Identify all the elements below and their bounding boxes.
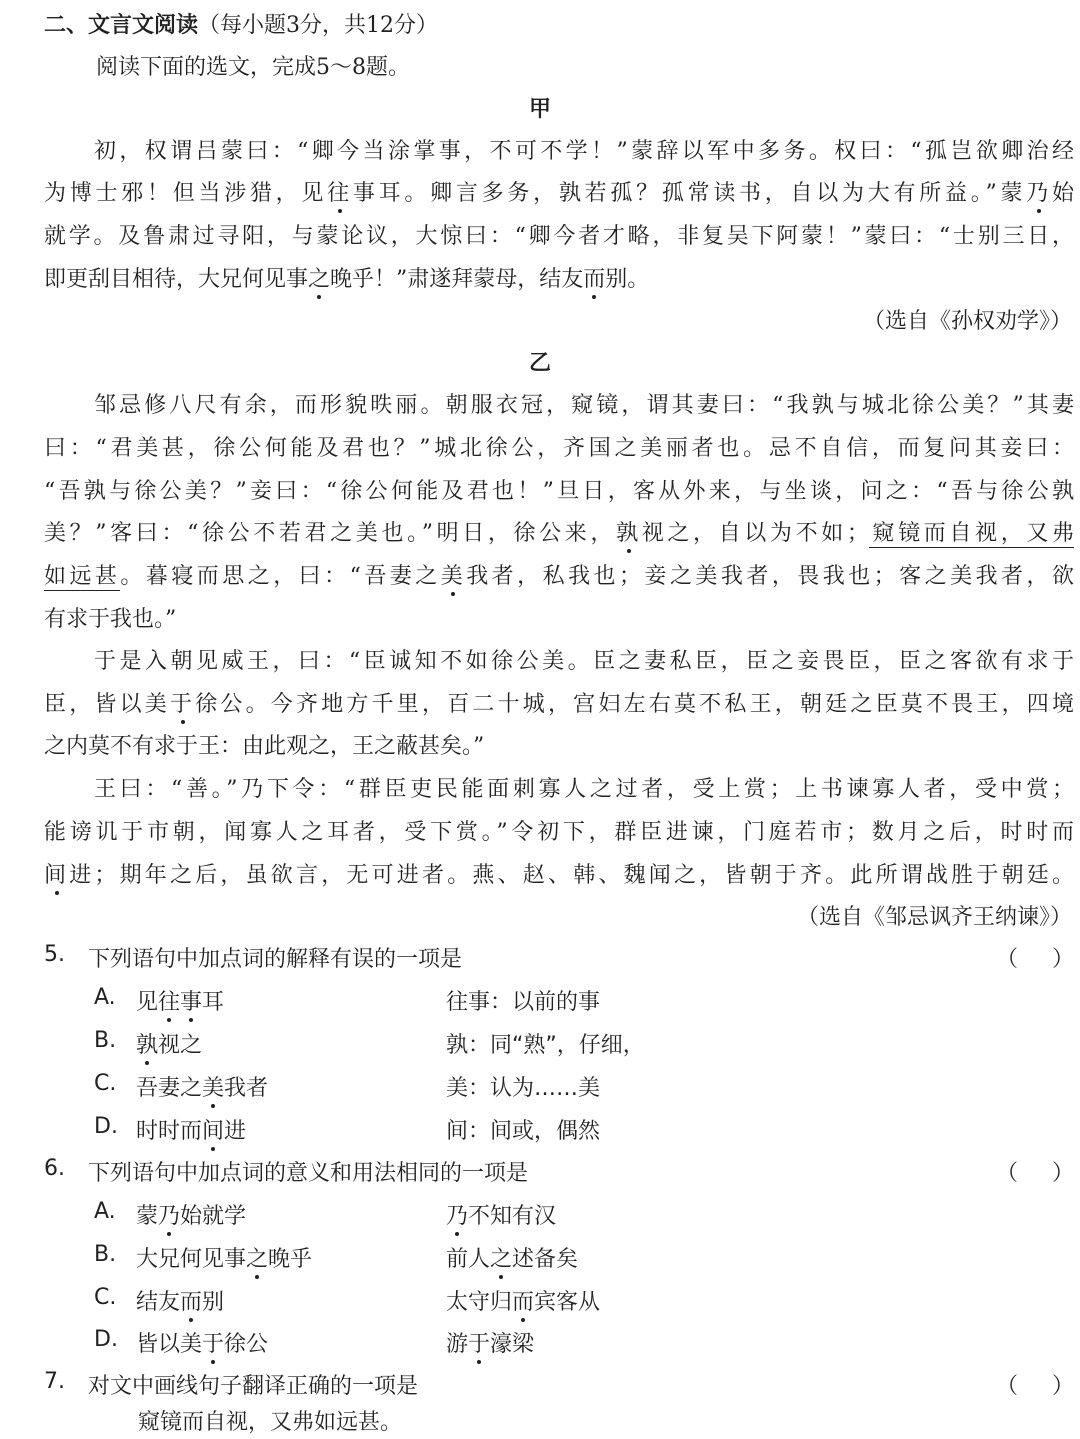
option-label: B. xyxy=(94,1242,117,1267)
passage-b-line: 于是入朝见威王，曰：“臣诚知不如徐公美。臣之妻私臣，臣之妾畏臣，臣之客欲有求于 xyxy=(94,649,1074,674)
option-explanation: 间：间或，偶然 xyxy=(446,1119,601,1144)
dotted-char: 乃 xyxy=(1026,181,1052,206)
passage-b-line: “吾孰与徐公美？”妾曰：“徐公何能及君也！”旦日，客从外来，与坐谈，问之：“吾与徐公孰 xyxy=(44,479,1074,504)
option-compare: 前人之述备矣 xyxy=(446,1247,579,1272)
dotted-char: 往 xyxy=(327,181,353,206)
question-number: 7. xyxy=(44,1369,65,1394)
underlined-sentence: 窥镜而自视，又弗 xyxy=(868,521,1074,546)
passage-b-line: 间进；期年之后，虽欲言，无可进者。燕、赵、韩、魏闻之，皆朝于齐。此所谓战胜于朝廷。 xyxy=(44,863,1074,888)
passage-a-line: 为博士邪！但当涉猎，见往事耳。卿言多务，孰若孤？孤常读书，自以为大有所益。”蒙乃始 xyxy=(44,181,1074,206)
option-text: 见往事耳 xyxy=(136,990,225,1015)
answer-blank[interactable]: （ ） xyxy=(996,1374,1074,1399)
option-label: C. xyxy=(94,1071,117,1096)
option-explanation: 往事：以前的事 xyxy=(446,990,601,1015)
question-text: 对文中画线句子翻译正确的一项是 xyxy=(88,1374,419,1399)
option-compare: 乃不知有汉 xyxy=(446,1204,557,1229)
option-explanation: 美：认为……美 xyxy=(446,1076,601,1101)
option-explanation: 孰：同“熟”，仔细， xyxy=(446,1033,645,1058)
passage-b-line: 邹忌修八尺有余，而形貌昳丽。朝服衣冠，窥镜，谓其妻曰：“我孰与城北徐公美？”其妻 xyxy=(94,393,1074,418)
question-number: 5. xyxy=(44,942,65,967)
passage-b-line: 臣，皆以美于徐公。今齐地方千里，百二十城，宫妇左右莫不私王，朝廷之臣莫不畏王，四境 xyxy=(44,692,1074,717)
option-text: 孰视之 xyxy=(136,1033,203,1058)
option-compare: 太守归而宾客从 xyxy=(446,1290,601,1315)
answer-blank[interactable]: （ ） xyxy=(996,1161,1074,1186)
passage-b-line: 王曰：“善。”乃下令：“群臣吏民能面刺寡人之过者，受上赏；上书谏寡人者，受中赏； xyxy=(94,777,1074,802)
option-compare: 游于濠梁 xyxy=(446,1332,535,1357)
option-text: 吾妻之美我者 xyxy=(136,1076,269,1101)
target-sentence: 窥镜而自视，又弗如远甚。 xyxy=(138,1410,403,1435)
passage-b-line: 曰：“君美甚，徐公何能及君也？”城北徐公，齐国之美丽者也。忌不自信，而复问其妾曰： xyxy=(44,436,1074,461)
dotted-char: 而 xyxy=(583,267,606,292)
section-score: （每小题3分，共12分） xyxy=(198,13,439,38)
passage-b-line: 如远甚。暮寝而思之，曰：“吾妻之美我者，私我也；妾之美我者，畏我也；客之美我者，欲 xyxy=(44,564,1074,589)
underlined-sentence: 如远甚 xyxy=(44,564,121,589)
passage-a-source: （选自《孙权劝学》） xyxy=(862,309,1072,334)
question-text: 下列语句中加点词的解释有误的一项是 xyxy=(88,947,463,972)
dotted-char: 美 xyxy=(440,564,467,589)
question-text: 下列语句中加点词的意义和用法相同的一项是 xyxy=(88,1161,529,1186)
section-title-text: 二、文言文阅读 xyxy=(44,13,199,38)
passage-a-line: 即更刮目相待，大兄何见事之晚乎！”肃遂拜蒙母，结友而别。 xyxy=(44,267,650,292)
option-text: 蒙乃始就学 xyxy=(136,1204,247,1229)
option-label: D. xyxy=(94,1327,118,1352)
passage-b-heading: 乙 xyxy=(528,351,551,376)
passage-b-line: 有求于我也。” xyxy=(44,607,177,632)
passage-a-line: 就学。及鲁肃过寻阳，与蒙论议，大惊曰：“卿今者才略，非复吴下阿蒙！”蒙曰：“士别三日， xyxy=(44,224,1074,249)
option-text: 皆以美于徐公 xyxy=(136,1332,269,1357)
answer-blank[interactable]: （ ） xyxy=(996,947,1074,972)
option-text: 大兄何见事之晚乎 xyxy=(136,1247,313,1272)
dotted-char: 之 xyxy=(308,267,331,292)
section-title xyxy=(44,8,438,39)
option-label: D. xyxy=(94,1114,118,1139)
dotted-char: 于 xyxy=(170,692,196,717)
passage-a-line: 初，权谓吕蒙曰：“卿今当涂掌事，不可不学！”蒙辞以军中多务。权曰：“孤岂欲卿治经 xyxy=(94,139,1074,164)
passage-a-heading: 甲 xyxy=(528,97,551,122)
option-text: 结友而别 xyxy=(136,1290,225,1315)
option-label: A. xyxy=(94,1199,116,1224)
passage-b-line: 能谤讥于市朝，闻寡人之耳者，受下赏。”令初下，群臣进谏，门庭若市；数月之后，时时而 xyxy=(44,820,1074,845)
question-number: 6. xyxy=(44,1156,65,1181)
option-label: B. xyxy=(94,1028,117,1053)
passage-b-line: 美？”客曰：“徐公不若君之美也。”明日，徐公来，孰视之，自以为不如；窥镜而自视，又弗 xyxy=(44,521,1074,546)
option-label: A. xyxy=(94,985,116,1010)
dotted-char: 孰 xyxy=(616,521,642,546)
passage-b-source: （选自《邹忌讽齐王纳谏》） xyxy=(796,905,1072,930)
option-text: 时时而间进 xyxy=(136,1119,247,1144)
dotted-char: 间 xyxy=(44,863,70,888)
section-instruction: 阅读下面的选文，完成5～8题。 xyxy=(96,55,410,80)
option-label: C. xyxy=(94,1285,117,1310)
passage-b-line: 之内莫不有求于王：由此观之，王之蔽甚矣。” xyxy=(44,734,485,759)
